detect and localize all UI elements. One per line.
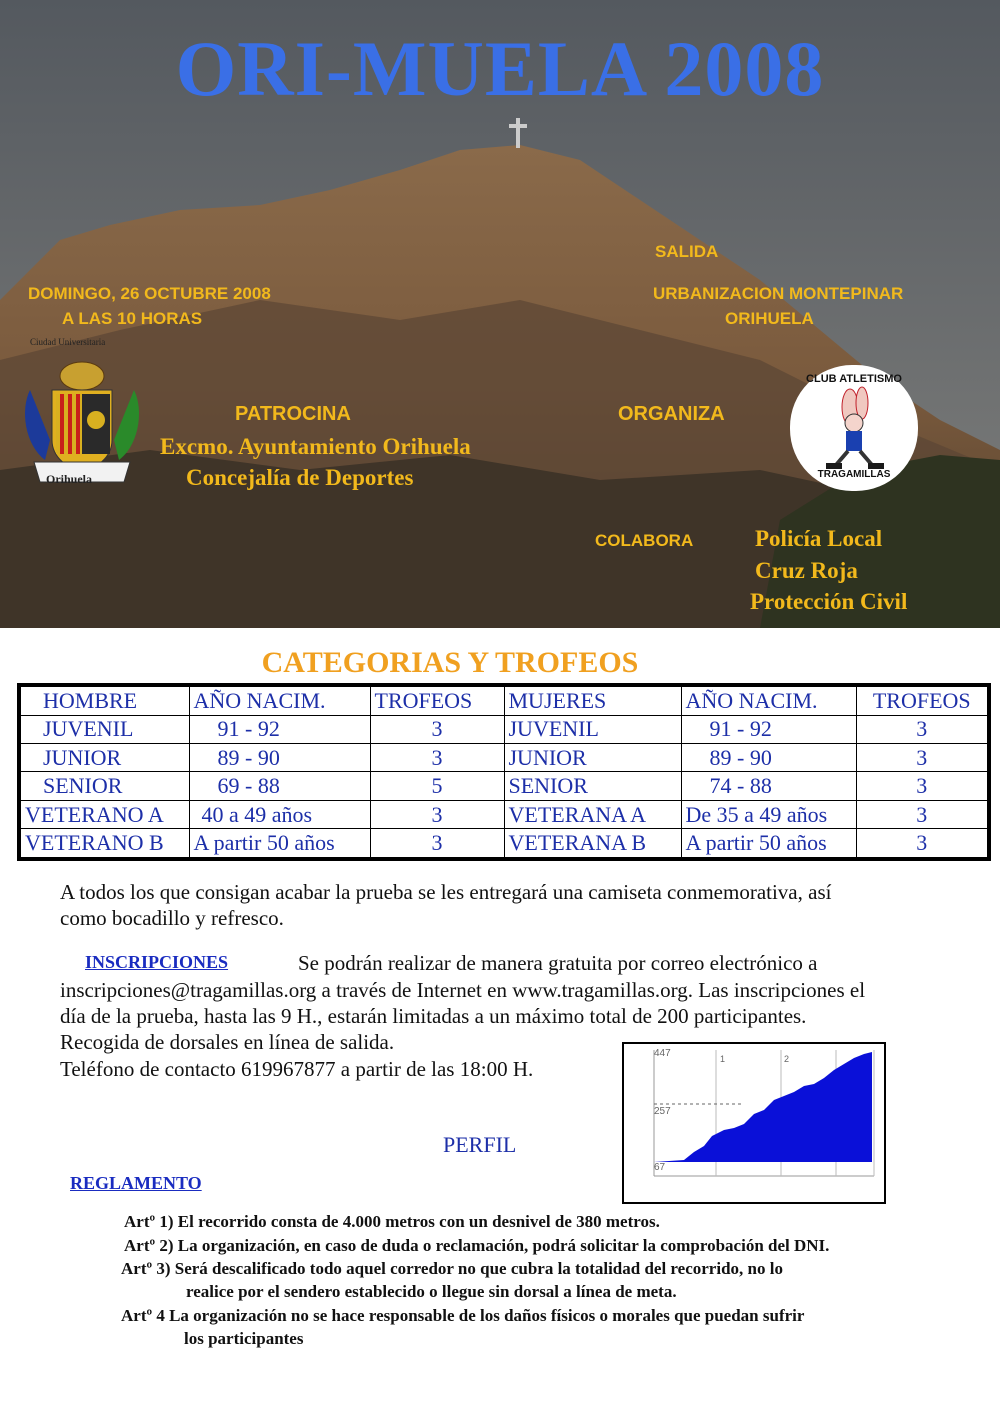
table-cell: 89 - 90 <box>189 744 370 772</box>
table-cell: JUVENIL <box>504 715 681 743</box>
categories-title: CATEGORIAS Y TROFEOS <box>261 646 639 679</box>
categories-table <box>17 683 991 861</box>
table-cell: VETERANO B <box>19 829 189 859</box>
sponsor-label: PATROCINA <box>235 403 351 425</box>
table-cell: 40 a 49 años <box>189 800 370 828</box>
header-mujeres: MUJERES <box>504 685 681 715</box>
collaborator-civil-protection: Protección Civil <box>750 589 908 614</box>
table-cell: JUNIOR <box>504 744 681 772</box>
profile-label: PERFIL <box>443 1132 517 1157</box>
inscripciones-line-3: día de la prueba, hasta las 9 H., estarán limitadas a un máximo total de 200 participantes. <box>60 1004 807 1028</box>
elevation-profile-area <box>654 1052 872 1162</box>
hero-photo <box>0 0 1000 628</box>
finisher-text-line-2: como bocadillo y refresco. <box>60 906 284 930</box>
elevation-profile-chart <box>622 1042 886 1204</box>
table-cell: 74 - 88 <box>681 772 856 800</box>
collaborator-police: Policía Local <box>755 526 883 551</box>
table-cell: 69 - 88 <box>189 772 370 800</box>
start-label: SALIDA <box>655 242 719 261</box>
rule-3: Artº 3) Será descalificado todo aquel corredor no que cubra la totalidad del recorrido, no lo <box>121 1259 783 1278</box>
header-birth-year-women: AÑO NACIM. <box>681 685 856 715</box>
rule-1: Artº 1) El recorrido consta de 4.000 metros con un desnivel de 380 metros. <box>124 1212 660 1231</box>
table-cell: A partir 50 años <box>189 829 370 859</box>
event-time: A LAS 10 HORAS <box>62 309 203 328</box>
header-trophies-women: TROFEOS <box>856 685 989 715</box>
page-title: ORI-MUELA 2008 <box>175 25 825 112</box>
table-cell: 3 <box>370 715 504 743</box>
table-cell: 5 <box>370 772 504 800</box>
rule-4: Artº 4 La organización no se hace responsable de los daños físicos o morales que puedan sufrir <box>121 1306 805 1325</box>
dorsales-text: Recogida de dorsales en línea de salida. <box>60 1030 395 1054</box>
table-cell: VETERANA A <box>504 800 681 828</box>
table-cell: 91 - 92 <box>681 715 856 743</box>
table-cell: SENIOR <box>19 772 189 800</box>
rule-4-continued: los participantes <box>184 1329 304 1348</box>
club-logo-top-text: CLUB ATLETISMO <box>806 373 902 385</box>
table-cell: 3 <box>370 829 504 859</box>
club-logo-bottom-text: TRAGAMILLAS <box>817 469 891 480</box>
header-trophies-men: TROFEOS <box>370 685 504 715</box>
rule-3-continued: realice por el sendero establecido o llegue sin dorsal a línea de meta. <box>186 1282 677 1301</box>
table-cell: 91 - 92 <box>189 715 370 743</box>
crest-top-text: Ciudad Universitaria <box>30 337 106 347</box>
telefono-text: Teléfono de contacto 619967877 a partir de las 18:00 H. <box>60 1057 534 1081</box>
table-cell: VETERANA B <box>504 829 681 859</box>
km-marker-2: 2 <box>784 1054 790 1064</box>
finisher-text-line-1: A todos los que consigan acabar la prueba se les entregará una camiseta conmemorativa, así <box>60 880 832 904</box>
table-row <box>19 744 989 772</box>
collaborators-label: COLABORA <box>595 531 694 550</box>
y-tick-bottom: 67 <box>654 1162 666 1173</box>
inscripciones-heading: INSCRIPCIONES <box>85 952 229 972</box>
table-cell: JUVENIL <box>19 715 189 743</box>
event-date: DOMINGO, 26 OCTUBRE 2008 <box>28 284 271 303</box>
header-hombre: HOMBRE <box>19 685 189 715</box>
organizer-label: ORGANIZA <box>618 403 725 425</box>
km-marker-1: 1 <box>720 1054 726 1064</box>
orihuela-crest-icon <box>20 350 144 490</box>
collaborator-red-cross: Cruz Roja <box>755 558 858 583</box>
table-cell: VETERANO A <box>19 800 189 828</box>
start-place: URBANIZACION MONTEPINAR <box>653 284 904 303</box>
sponsor-line-1: Excmo. Ayuntamiento Orihuela <box>160 434 471 459</box>
table-row <box>19 715 989 743</box>
table-cell: 3 <box>856 772 989 800</box>
inscripciones-line-1: Se podrán realizar de manera gratuita por correo electrónico a <box>298 951 818 975</box>
sponsor-line-2: Concejalía de Deportes <box>186 465 414 490</box>
table-cell: A partir 50 años <box>681 829 856 859</box>
inscripciones-line-2: inscripciones@tragamillas.org a través de Internet en www.tragamillas.org. Las inscripciones el <box>60 978 866 1002</box>
table-cell: JUNIOR <box>19 744 189 772</box>
crest-banner: Orihuela <box>46 472 93 486</box>
rule-2: Artº 2) La organización, en caso de duda o reclamación, podrá solicitar la comprobación del DNI. <box>124 1236 830 1255</box>
elevation-profile-svg <box>624 1044 884 1202</box>
table-cell: 3 <box>856 800 989 828</box>
start-city: ORIHUELA <box>725 309 814 328</box>
table-cell: 3 <box>370 744 504 772</box>
y-tick-top: 447 <box>654 1048 671 1059</box>
table-cell: 3 <box>856 715 989 743</box>
table-cell: 3 <box>856 744 989 772</box>
rules-heading: REGLAMENTO <box>70 1173 202 1193</box>
table-cell: SENIOR <box>504 772 681 800</box>
table-row <box>19 829 989 859</box>
table-cell: 89 - 90 <box>681 744 856 772</box>
table-header-row <box>19 685 989 715</box>
club-logo <box>790 365 918 491</box>
header-birth-year-men: AÑO NACIM. <box>189 685 370 715</box>
table-cell: De 35 a 49 años <box>681 800 856 828</box>
table-cell: 3 <box>856 829 989 859</box>
y-tick-mid: 257 <box>654 1106 671 1117</box>
table-row <box>19 772 989 800</box>
table-cell: 3 <box>370 800 504 828</box>
table-row <box>19 800 989 828</box>
